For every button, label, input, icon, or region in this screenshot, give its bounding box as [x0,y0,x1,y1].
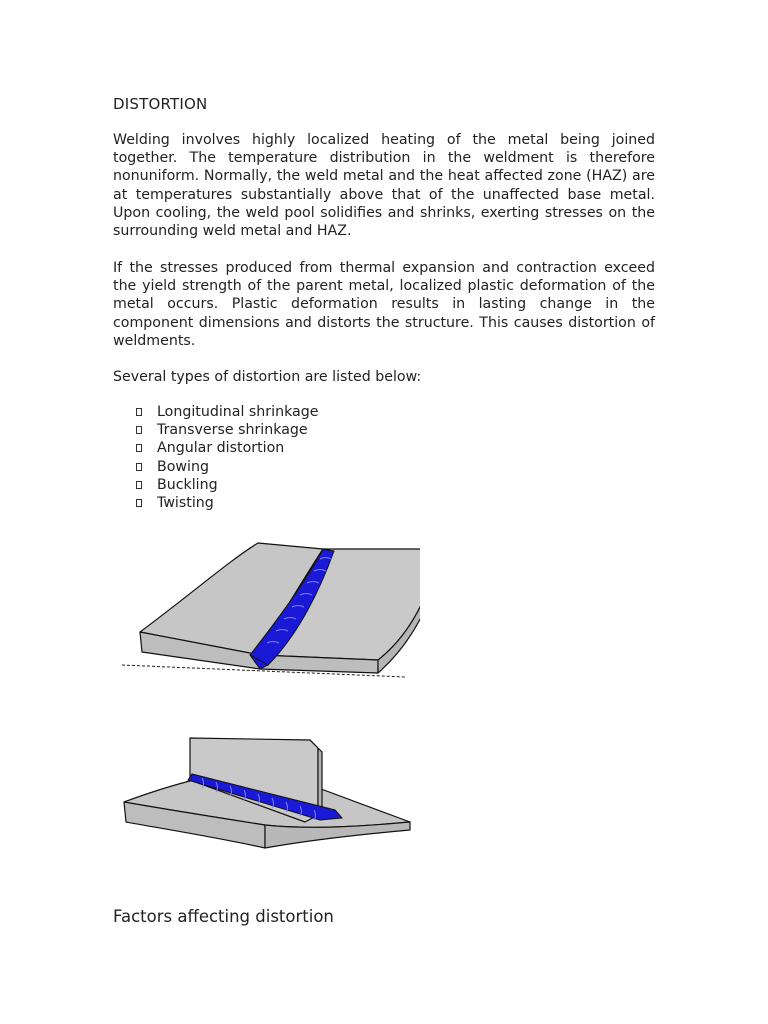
list-item-label: Bowing [157,458,209,475]
list-item-label: Longitudinal shrinkage [157,404,319,420]
list-item-label: Twisting [157,494,214,511]
paragraph-welding-heating: Welding involves highly localized heating of the metal being joined together. The temperature distribution in the weldment is therefore nonuniform. Normally, the weld metal and the heat affected zone (HAZ) are at temperatures substantially above that of the unaffected base metal. Upon cooling, the weld pool solidifies and shrinks, exerting stresses on the surrounding weld metal and HAZ. [113,132,655,240]
square-bullet-icon [136,463,142,471]
square-bullet-icon [136,444,142,452]
list-item [113,421,318,439]
section-heading: DISTORTION [113,95,208,113]
square-bullet-icon [136,481,142,489]
list-item [113,403,318,421]
distortion-types-list [113,403,318,512]
t-joint-distortion-figure [110,730,420,860]
square-bullet-icon [136,499,142,507]
paragraph-plastic-deformation: If the stresses produced from thermal expansion and contraction exceed the yield strength of the parent metal, localized plastic deformation of the metal occurs. Plastic deformation results in lasting change in the component dimensions and distorts the structure. This causes distortion of weldments. [113,260,655,349]
square-bullet-icon [136,408,142,416]
list-item [113,458,318,476]
list-item-label: Buckling [157,476,218,493]
list-item [113,476,318,494]
angular-distortion-figure [110,535,420,685]
list-item [113,494,318,512]
paragraph-types-intro: Several types of distortion are listed below: [113,369,422,385]
list-item-label: Angular distortion [157,440,285,457]
list-item-label: Transverse shrinkage [157,422,308,439]
list-item [113,439,318,457]
factors-heading: Factors affecting distortion [113,907,334,926]
square-bullet-icon [136,426,142,434]
